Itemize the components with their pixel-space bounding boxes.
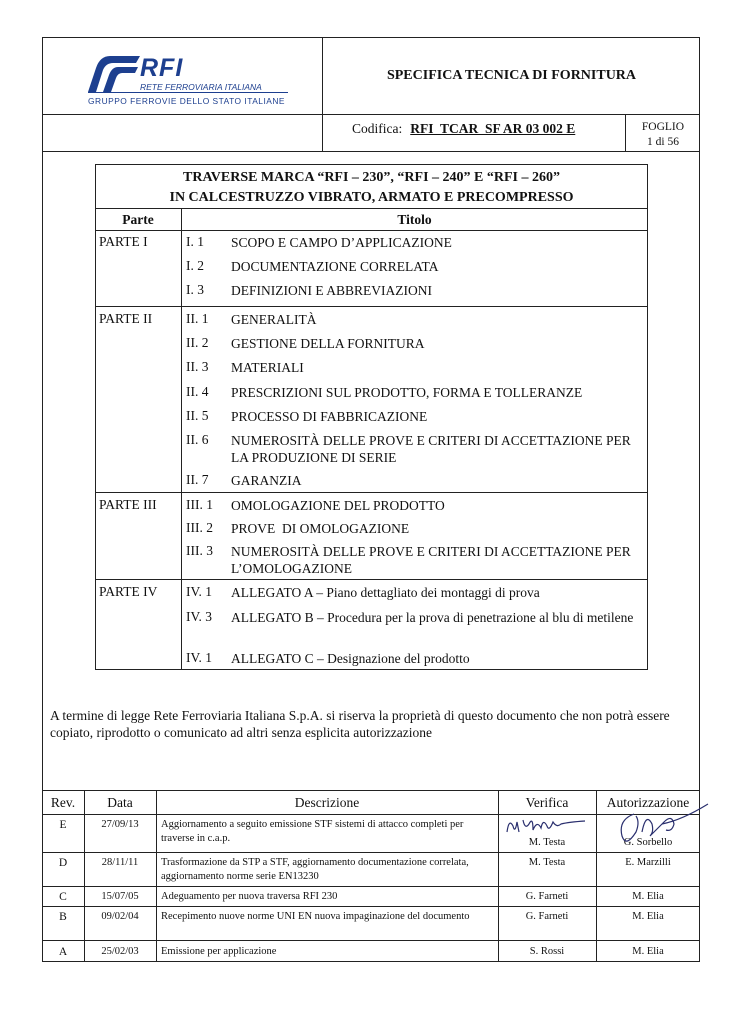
toc-part-rule — [95, 492, 648, 493]
foglio-value: 1 di 56 — [647, 136, 679, 148]
revision-date: 15/07/05 — [101, 891, 139, 902]
ownership-notice: A termine di legge Rete Ferroviaria Italiana S.p.A. si riserva la proprietà di questo documento che non potrà essere copiato, riprodotto o comunicato ad altri senza esplicita autorizzazione — [50, 708, 670, 740]
revision-autorizzazione: G. Sorbello — [623, 837, 673, 848]
toc-head-rule — [95, 230, 648, 231]
section-number: III. 3 — [186, 543, 213, 558]
logo-rule — [88, 92, 288, 93]
document-type: SPECIFICA TECNICA DI FORNITURA — [386, 68, 637, 83]
toc-col-title: Titolo — [397, 212, 432, 227]
section-title: OMOLOGAZIONE DEL PRODOTTO — [231, 498, 445, 513]
revision-header-verifica: Verifica — [525, 795, 569, 810]
section-title: MATERIALI — [231, 360, 304, 375]
toc-title-rule — [95, 208, 648, 209]
section-number: IV. 1 — [186, 650, 213, 665]
section-title: ALLEGATO A – Piano dettagliato dei montaggi di prova — [231, 585, 540, 600]
toc-part-rule — [95, 579, 648, 580]
logo-subtitle: RETE FERROVIARIA ITALIANA — [140, 82, 262, 92]
codifica-value: RFI TCAR SF AR 03 002 E — [410, 121, 576, 136]
section-number: I. 3 — [186, 282, 204, 297]
section-title: ALLEGATO C – Designazione del prodotto — [231, 651, 470, 666]
section-title: PROVE DI OMOLOGAZIONE — [231, 521, 410, 536]
codifica — [352, 121, 575, 137]
verifica-signature — [503, 812, 593, 838]
section-title: GESTIONE DELLA FORNITURA — [231, 336, 425, 351]
revision-date: 27/09/13 — [101, 819, 139, 830]
section-number: II. 3 — [186, 359, 209, 374]
section-number: II. 6 — [186, 432, 209, 447]
header-bottom-rule — [42, 151, 700, 152]
revision-header-description: Descrizione — [294, 795, 360, 810]
section-number: I. 1 — [186, 234, 204, 249]
section-number: II. 4 — [186, 384, 209, 399]
codifica-label: Codifica: — [352, 121, 403, 136]
header-divider-vertical — [322, 37, 323, 152]
revision-verifica: G. Farneti — [525, 911, 569, 922]
autorizzazione-signature — [612, 802, 712, 852]
toc-title-line2: IN CALCESTRUZZO VIBRATO, ARMATO E PRECOMPRESSO — [169, 190, 574, 205]
revision-date: 25/02/03 — [101, 946, 139, 957]
revision-description: Aggiornamento a seguito emissione STF sistemi di attacco completi per traverse in c.a.p. — [161, 819, 464, 844]
revision-row-rule — [42, 852, 700, 853]
revision-row-rule — [42, 886, 700, 887]
revision-header-rev: Rev. — [50, 795, 76, 810]
rfi-logo — [88, 52, 288, 110]
section-title: PRESCRIZIONI SUL PRODOTTO, FORMA E TOLLERANZE — [231, 385, 583, 400]
toc-col-part: Parte — [122, 212, 154, 227]
section-number: IV. 1 — [186, 584, 213, 599]
section-title: NUMEROSITÀ DELLE PROVE E CRITERI DI ACCETTAZIONE PER LA PRODUZIONE DI SERIE — [231, 433, 631, 465]
section-title: DOCUMENTAZIONE CORRELATA — [231, 259, 439, 274]
section-number: III. 2 — [186, 520, 213, 535]
toc-title-line1: TRAVERSE MARCA “RFI – 230”, “RFI – 240” E “RFI – 260” — [183, 170, 560, 185]
logo-group: GRUPPO FERROVIE DELLO STATO ITALIANE — [88, 96, 286, 106]
revision-rev: A — [58, 946, 68, 958]
revision-rev: D — [58, 857, 68, 869]
part-label-1: PARTE I — [99, 234, 148, 249]
revision-col-divider — [596, 790, 597, 962]
revision-header-autorizzazione: Autorizzazione — [606, 795, 690, 810]
section-title: GENERALITÀ — [231, 312, 317, 327]
revision-table-top-rule — [42, 790, 700, 791]
foglio — [626, 120, 700, 150]
revision-verifica: M. Testa — [528, 837, 566, 848]
foglio-label: FOGLIO — [641, 121, 685, 133]
revision-autorizzazione: M. Elia — [632, 946, 664, 957]
section-number: II. 2 — [186, 335, 209, 350]
revision-head-rule — [42, 814, 700, 815]
revision-description: Recepimento nuove norme UNI EN nuova impaginazione del documento — [161, 911, 470, 922]
revision-rev: B — [59, 911, 67, 923]
rfi-logo-mark-icon — [88, 54, 142, 94]
toc-column-divider — [181, 208, 182, 670]
logo-brand: RFI — [140, 54, 184, 82]
revision-autorizzazione: M. Elia — [632, 891, 664, 902]
section-title: PROCESSO DI FABBRICAZIONE — [231, 409, 428, 424]
section-number: I. 2 — [186, 258, 204, 273]
part-label-4: PARTE IV — [99, 584, 158, 599]
revision-description: Adeguamento per nuova traversa RFI 230 — [161, 891, 338, 902]
revision-col-divider — [156, 790, 157, 962]
revision-header-date: Data — [107, 795, 133, 810]
section-number: IV. 3 — [186, 609, 213, 624]
revision-col-divider — [498, 790, 499, 962]
section-number: III. 1 — [186, 497, 213, 512]
revision-autorizzazione: M. Elia — [632, 911, 664, 922]
part-label-2: PARTE II — [99, 311, 153, 326]
revision-verifica: S. Rossi — [529, 946, 565, 957]
section-title: SCOPO E CAMPO D’APPLICAZIONE — [231, 235, 452, 250]
section-number: II. 7 — [186, 472, 209, 487]
toc-part-rule — [95, 306, 648, 307]
revision-row-rule — [42, 906, 700, 907]
part-label-3: PARTE III — [99, 497, 157, 512]
section-title: NUMEROSITÀ DELLE PROVE E CRITERI DI ACCETTAZIONE PER L’OMOLOGAZIONE — [231, 544, 631, 576]
revision-row-rule — [42, 940, 700, 941]
section-number: II. 5 — [186, 408, 209, 423]
section-title: DEFINIZIONI E ABBREVIAZIONI — [231, 283, 432, 298]
section-number: II. 1 — [186, 311, 209, 326]
revision-rev: E — [59, 819, 67, 831]
revision-col-divider — [84, 790, 85, 962]
revision-date: 09/02/04 — [101, 911, 139, 922]
revision-date: 28/11/11 — [101, 857, 139, 868]
section-title: GARANZIA — [231, 473, 302, 488]
revision-rev: C — [59, 891, 67, 903]
section-title: ALLEGATO B – Procedura per la prova di penetrazione al blu di metilene — [231, 610, 634, 625]
revision-autorizzazione: E. Marzilli — [625, 857, 671, 868]
revision-verifica: G. Farneti — [525, 891, 569, 902]
revision-verifica: M. Testa — [528, 857, 566, 868]
revision-description: Trasformazione da STP a STF, aggiornamento documentazione correlata, aggiornamento norme serie EN13230 — [161, 857, 469, 882]
header-divider-horizontal — [42, 114, 700, 115]
revision-description: Emissione per applicazione — [161, 946, 277, 957]
